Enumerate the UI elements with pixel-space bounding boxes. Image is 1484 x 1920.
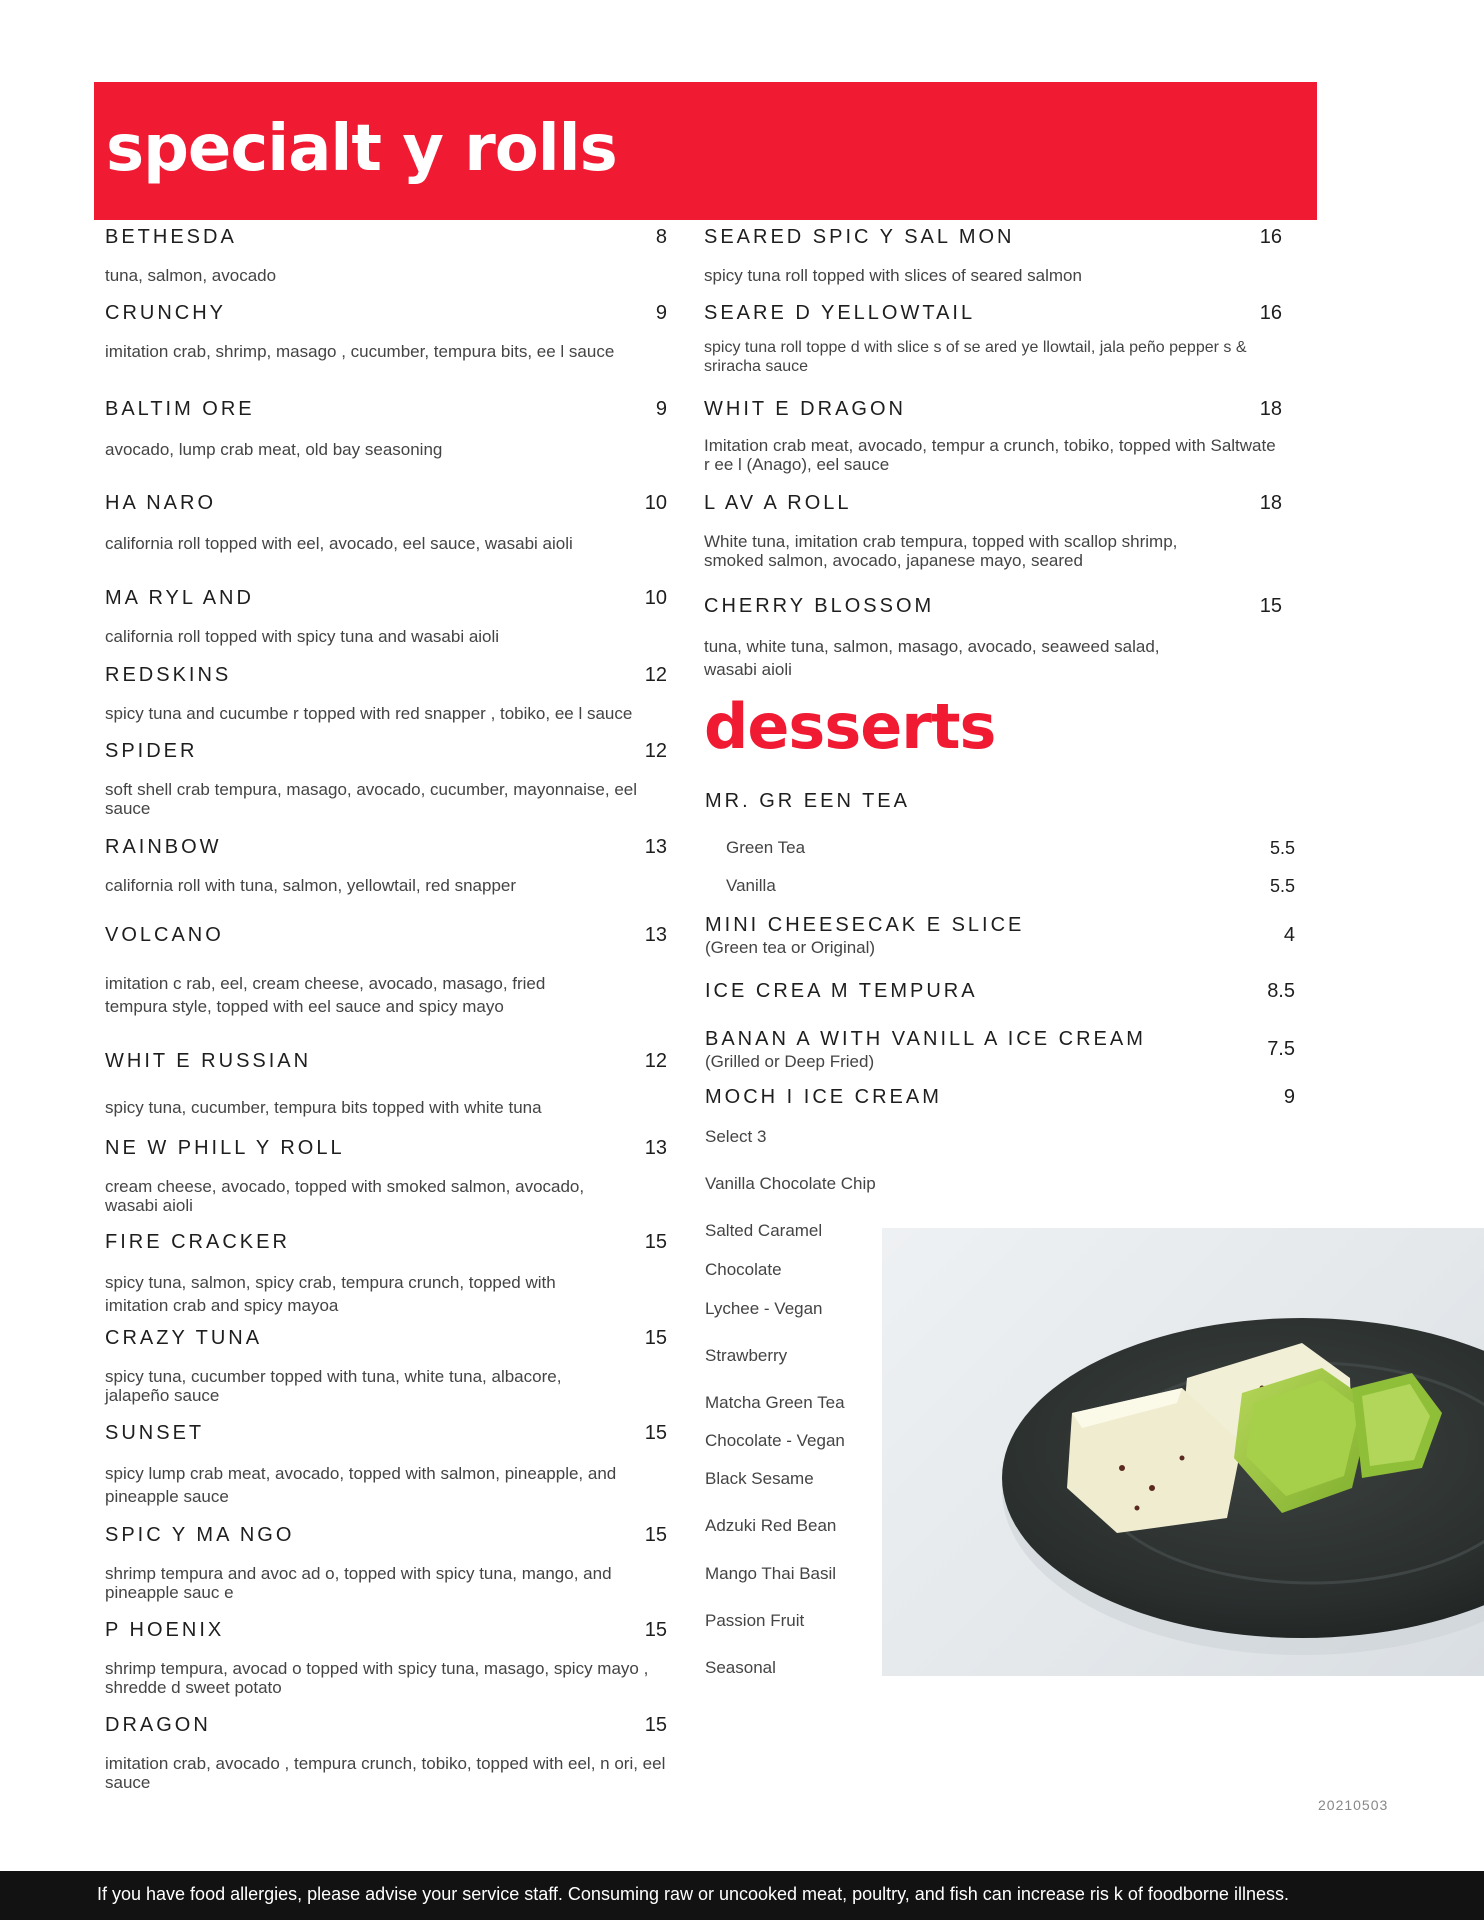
item-name: REDSKINS — [105, 664, 232, 686]
menu-code: 20210503 — [1318, 1797, 1389, 1813]
dessert-option — [726, 876, 1295, 896]
menu-item — [704, 398, 1294, 474]
item-name: MA RYL AND — [105, 587, 254, 609]
mochi-photo — [882, 1228, 1484, 1676]
mochi-flavor: Mango Thai Basil — [705, 1564, 837, 1583]
menu-item — [105, 1619, 667, 1697]
item-name: NE W PHILL Y ROLL — [105, 1137, 345, 1159]
item-note: (Grilled or Deep Fried) — [705, 1052, 875, 1071]
item-name: P HOENIX — [105, 1619, 225, 1641]
item-description: spicy tuna roll topped with slices of seared salmon — [704, 266, 1082, 285]
item-name: DRAGON — [105, 1714, 211, 1736]
mochi-flavor: Strawberry — [705, 1346, 788, 1365]
desserts-title: desserts — [704, 690, 996, 763]
mochi-flavor: Adzuki Red Bean — [705, 1516, 837, 1535]
item-price: 15 — [644, 1524, 667, 1546]
item-price: 16 — [1259, 226, 1282, 248]
menu-item — [704, 492, 1294, 570]
item-name: WHIT E RUSSIAN — [105, 1050, 312, 1072]
menu-item — [105, 1714, 667, 1792]
item-description: avocado, lump crab meat, old bay seasoning — [105, 440, 443, 459]
item-price: 18 — [1259, 492, 1282, 514]
item-name: SEARED SPIC Y SAL MON — [704, 226, 1015, 248]
item-name: SUNSET — [105, 1422, 205, 1444]
dessert-item-green-tea — [705, 790, 1295, 813]
item-description: spicy tuna, salmon, spicy crab, tempura crunch, topped with imitation crab and spicy mayoa — [105, 1273, 556, 1315]
item-name: ICE CREA M TEMPURA — [705, 980, 978, 1002]
item-name: L AV A ROLL — [704, 492, 852, 514]
item-price: 13 — [644, 1137, 667, 1159]
mochi-flavor: Salted Caramel — [705, 1221, 823, 1240]
item-price: 15 — [1259, 595, 1282, 617]
item-description: spicy lump crab meat, avocado, topped with salmon, pineapple, and pineapple sauce — [105, 1464, 617, 1506]
menu-item — [105, 740, 667, 818]
menu-item — [704, 595, 1294, 679]
item-description: spicy tuna, cucumber topped with tuna, white tuna, albacore, jalapeño sauce — [105, 1367, 562, 1405]
item-name: MINI CHEESECAK E SLICE — [705, 914, 1025, 936]
menu-item — [105, 398, 667, 459]
item-description: shrimp tempura and avoc ad o, topped with spicy tuna, mango, and pineapple sauc e — [105, 1564, 612, 1602]
menu-item — [105, 1524, 667, 1602]
item-description: imitation crab, shrimp, masago , cucumber, tempura bits, ee l sauce — [105, 342, 615, 361]
item-description: imitation crab, avocado , tempura crunch, tobiko, topped with eel, n ori, eel sauce — [105, 1754, 666, 1792]
menu-item — [105, 302, 667, 361]
item-note: (Green tea or Original) — [705, 938, 876, 957]
option-label: Vanilla — [726, 876, 776, 895]
item-price: 10 — [644, 492, 667, 514]
menu-item — [105, 664, 667, 723]
header-banner — [94, 82, 1317, 220]
item-name: CHERRY BLOSSOM — [704, 595, 935, 617]
mochi-flavor: Matcha Green Tea — [705, 1393, 845, 1412]
item-name: FIRE CRACKER — [105, 1231, 290, 1253]
menu-item — [105, 226, 667, 285]
mochi-flavor: Vanilla Chocolate Chip — [705, 1174, 876, 1193]
item-price: 16 — [1259, 302, 1282, 324]
item-price: 8.5 — [1267, 980, 1295, 1002]
dessert-item-tempura — [705, 980, 1295, 1003]
footer-bar — [0, 1871, 1484, 1920]
dessert-option — [726, 838, 1295, 858]
dessert-item-banana — [705, 1028, 1295, 1072]
allergy-notice: If you have food allergies, please advise your service staff. Consuming raw or uncooked meat, poultry, and fish can increase ris k of foodborne illness. — [97, 1884, 1289, 1904]
item-price: 15 — [644, 1422, 667, 1444]
item-name: SPIDER — [105, 740, 198, 762]
menu-item — [105, 1327, 667, 1405]
item-price: 15 — [644, 1327, 667, 1349]
item-name: SEARE D YELLOWTAIL — [704, 302, 976, 324]
item-price: 12 — [644, 740, 667, 762]
item-price: 15 — [644, 1714, 667, 1736]
item-price: 12 — [644, 664, 667, 686]
item-description: soft shell crab tempura, masago, avocado, cucumber, mayonnaise, eel sauce — [105, 780, 638, 818]
menu-item — [105, 1422, 667, 1506]
item-name: WHIT E DRAGON — [704, 398, 906, 420]
item-name: MOCH I ICE CREAM — [705, 1086, 942, 1108]
page-title: specialt y rolls — [106, 112, 617, 186]
menu-item — [704, 302, 1294, 375]
item-description: cream cheese, avocado, topped with smoked salmon, avocado, wasabi aioli — [105, 1177, 585, 1215]
item-price: 15 — [644, 1619, 667, 1641]
mochi-plate-illustration — [882, 1228, 1484, 1676]
item-price: 15 — [644, 1231, 667, 1253]
item-description: spicy tuna, cucumber, tempura bits topped with white tuna — [105, 1098, 542, 1117]
mochi-flavor: Black Sesame — [705, 1469, 814, 1488]
item-price: 9 — [655, 398, 667, 420]
dessert-item-mochi — [705, 1086, 1295, 1109]
item-price: 18 — [1259, 398, 1282, 420]
dessert-item-cheesecake — [705, 914, 1295, 958]
item-name: BALTIM ORE — [105, 398, 255, 420]
item-price: 13 — [644, 836, 667, 858]
mochi-select-note: Select 3 — [705, 1127, 767, 1146]
menu-item — [704, 226, 1294, 285]
mochi-flavor: Chocolate - Vegan — [705, 1431, 845, 1450]
item-price: 8 — [655, 226, 667, 248]
item-description: california roll topped with spicy tuna and wasabi aioli — [105, 627, 500, 646]
item-description: california roll topped with eel, avocado, eel sauce, wasabi aioli — [105, 534, 573, 553]
item-price: 9 — [1283, 1086, 1295, 1108]
menu-item — [105, 836, 667, 895]
item-description: tuna, white tuna, salmon, masago, avocado, seaweed salad, wasabi aioli — [704, 637, 1160, 679]
item-price: 4 — [1283, 924, 1295, 946]
item-name: RAINBOW — [105, 836, 222, 858]
mochi-flavor: Passion Fruit — [705, 1611, 805, 1630]
option-label: Green Tea — [726, 838, 806, 857]
menu-item — [105, 587, 667, 646]
item-name: VOLCANO — [105, 924, 224, 946]
item-name: MR. GR EEN TEA — [705, 790, 910, 812]
item-price: 12 — [644, 1050, 667, 1072]
item-name: CRUNCHY — [105, 302, 226, 324]
item-name: CRAZY TUNA — [105, 1327, 263, 1349]
item-name: BETHESDA — [105, 226, 237, 248]
item-price: 7.5 — [1267, 1038, 1295, 1060]
item-description: spicy tuna and cucumbe r topped with red snapper , tobiko, ee l sauce — [105, 704, 633, 723]
item-price: 13 — [644, 924, 667, 946]
item-name: SPIC Y MA NGO — [105, 1524, 295, 1546]
item-price: 9 — [655, 302, 667, 324]
option-price: 5.5 — [1269, 838, 1295, 858]
option-price: 5.5 — [1269, 876, 1295, 896]
item-name: BANAN A WITH VANILL A ICE CREAM — [705, 1028, 1146, 1050]
menu-item — [105, 1137, 667, 1215]
menu-item — [105, 492, 667, 553]
menu-item — [105, 1050, 667, 1117]
item-description: Imitation crab meat, avocado, tempur a crunch, tobiko, topped with Saltwate r ee l (Anago), eel sauce — [704, 436, 1276, 474]
item-price: 10 — [644, 587, 667, 609]
mochi-flavor: Seasonal — [705, 1658, 776, 1677]
mochi-flavor: Lychee - Vegan — [705, 1299, 823, 1318]
item-description: imitation c rab, eel, cream cheese, avocado, masago, fried tempura style, topped with eel sauce and spicy mayo — [105, 974, 546, 1016]
item-description: spicy tuna roll toppe d with slice s of se ared ye llowtail, jala peño pepper s & sriracha sauce — [704, 339, 1247, 375]
item-description: tuna, salmon, avocado — [105, 266, 277, 285]
menu-item — [105, 924, 667, 1016]
item-name: HA NARO — [105, 492, 217, 514]
item-description: shrimp tempura, avocad o topped with spicy tuna, masago, spicy mayo , shredde d sweet potato — [105, 1659, 649, 1697]
item-description: california roll with tuna, salmon, yellowtail, red snapper — [105, 876, 517, 895]
item-description: White tuna, imitation crab tempura, topped with scallop shrimp, smoked salmon, avocado, japanese mayo, seared — [704, 532, 1178, 570]
menu-item — [105, 1231, 667, 1315]
mochi-flavor: Chocolate — [705, 1260, 782, 1279]
